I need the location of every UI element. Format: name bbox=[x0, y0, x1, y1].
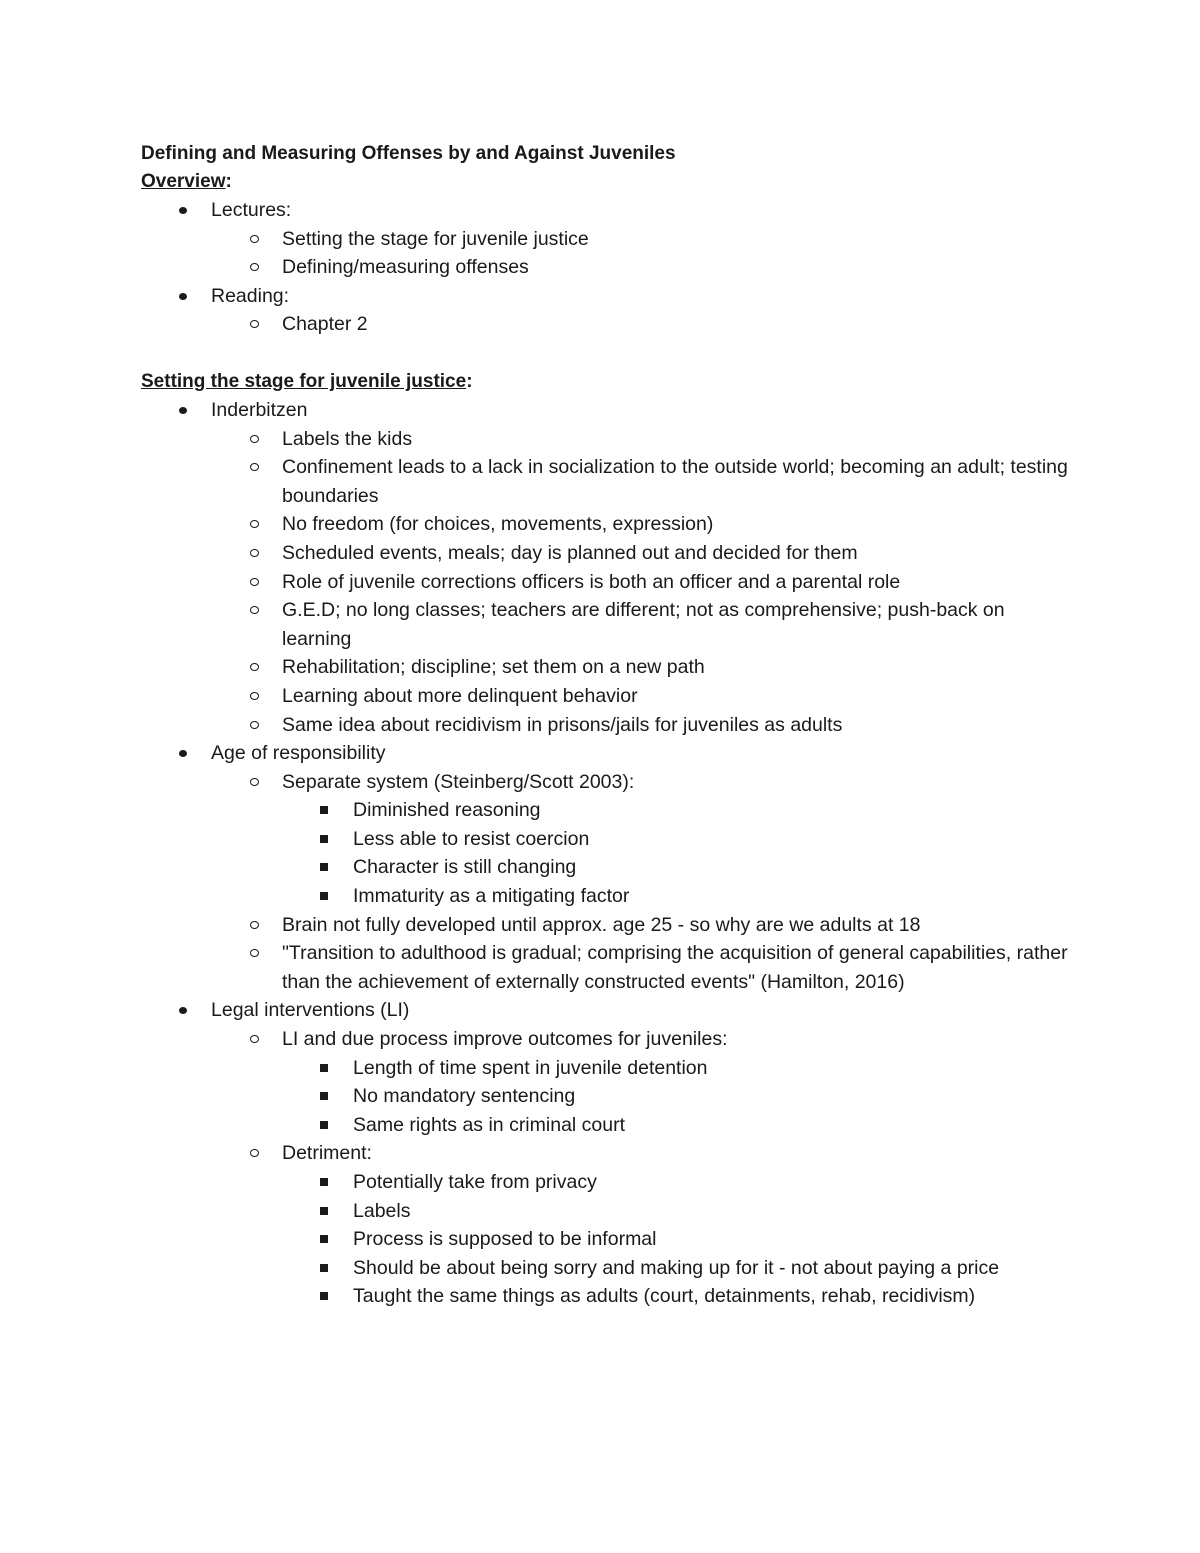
list-item: Legal interventions (LI) LI and due process improve outcomes for juveniles: Length of time spent in juvenile detention No mandatory sentencing Same rights as in criminal court Detriment: Potentially take from privacy Labels Process is supposed to be informal Should be about being sorry and making up for it - not about paying a price Taught the same things as adults (court, detainments, rehab, recidivism) bbox=[141, 996, 1071, 1311]
square-bullet-icon bbox=[320, 1178, 328, 1186]
square-bullet-icon bbox=[320, 1235, 328, 1243]
square-bullet-icon bbox=[320, 1292, 328, 1300]
square-bullet-icon bbox=[320, 892, 328, 900]
circle-bullet-icon bbox=[250, 578, 259, 586]
disc-bullet-icon bbox=[179, 1007, 187, 1014]
circle-bullet-icon bbox=[250, 263, 259, 271]
list-item: Process is supposed to be informal bbox=[282, 1225, 1071, 1254]
circle-bullet-icon bbox=[250, 1035, 259, 1043]
overview-list bbox=[141, 196, 1071, 339]
circle-bullet-icon bbox=[250, 721, 259, 729]
disc-bullet-icon bbox=[179, 407, 187, 414]
sub-sub-list bbox=[282, 1054, 1071, 1140]
list-item: Setting the stage for juvenile justice bbox=[211, 225, 1071, 254]
list-item: Taught the same things as adults (court, detainments, rehab, recidivism) bbox=[282, 1282, 1071, 1311]
circle-bullet-icon bbox=[250, 949, 259, 957]
disc-bullet-icon bbox=[179, 207, 187, 214]
list-item: Less able to resist coercion bbox=[282, 825, 1071, 854]
square-bullet-icon bbox=[320, 1264, 328, 1272]
list-item: Detriment: Potentially take from privacy Labels Process is supposed to be informal Should be about being sorry and making up for it - not about paying a price Taught the same things as adults (court, detainments, rehab, recidivism) bbox=[211, 1139, 1071, 1311]
list-item: Lectures: Setting the stage for juvenile justice Defining/measuring offenses bbox=[141, 196, 1071, 282]
section-heading bbox=[141, 368, 1071, 396]
circle-bullet-icon bbox=[250, 320, 259, 328]
blank-line bbox=[141, 339, 1071, 368]
square-bullet-icon bbox=[320, 835, 328, 843]
list-item: Defining/measuring offenses bbox=[211, 253, 1071, 282]
square-bullet-icon bbox=[320, 1207, 328, 1215]
list-item: Character is still changing bbox=[282, 853, 1071, 882]
overview-heading bbox=[141, 168, 1071, 196]
list-item: Confinement leads to a lack in socialization to the outside world; becoming an adult; testing boundaries bbox=[211, 453, 1071, 510]
section-list bbox=[141, 396, 1071, 1311]
sub-sub-list bbox=[282, 796, 1071, 910]
list-item: Potentially take from privacy bbox=[282, 1168, 1071, 1197]
list-item: No mandatory sentencing bbox=[282, 1082, 1071, 1111]
list-item: Separate system (Steinberg/Scott 2003): Diminished reasoning Less able to resist coercion Character is still changing Immaturity as a mitigating factor bbox=[211, 768, 1071, 911]
circle-bullet-icon bbox=[250, 235, 259, 243]
sub-list bbox=[141, 768, 1071, 997]
circle-bullet-icon bbox=[250, 463, 259, 471]
list-item: Brain not fully developed until approx. age 25 - so why are we adults at 18 bbox=[211, 911, 1071, 940]
list-item: Age of responsibility Separate system (Steinberg/Scott 2003): Diminished reasoning Less able to resist coercion Character is still changing Immaturity as a mitigating factor Brain not fully developed until approx. age 25 - so why are we adults at 18 "Transition to adulthood is gradual; comprising the acquisition of general capabilities, rather than the achievement of externally constructed events" (Hamilton, 2016) bbox=[141, 739, 1071, 996]
list-item: Same rights as in criminal court bbox=[282, 1111, 1071, 1140]
list-item: Chapter 2 bbox=[211, 310, 1071, 339]
overview-heading-colon: : bbox=[225, 171, 232, 192]
sub-list bbox=[141, 425, 1071, 740]
sub-list bbox=[141, 1025, 1071, 1311]
list-item: Inderbitzen Labels the kids Confinement leads to a lack in socialization to the outside world; becoming an adult; testing boundaries No freedom (for choices, movements, expression) Scheduled events, meals; day is planned out and decided for them Role of juvenile corrections officers is both an officer and a parental role G.E.D; no long classes; teachers are different; not as comprehensive; push-back on learning Rehabilitation; discipline; set them on a new path Learning about more delinquent behavior Same idea about recidivism in prisons/jails for juveniles as adults bbox=[141, 396, 1071, 739]
list-item: Length of time spent in juvenile detention bbox=[282, 1054, 1071, 1083]
sub-list bbox=[141, 310, 1071, 339]
circle-bullet-icon bbox=[250, 435, 259, 443]
list-item: Immaturity as a mitigating factor bbox=[282, 882, 1071, 911]
list-item: No freedom (for choices, movements, expression) bbox=[211, 510, 1071, 539]
sub-sub-list bbox=[282, 1168, 1071, 1311]
list-item: Same idea about recidivism in prisons/jails for juveniles as adults bbox=[211, 711, 1071, 740]
disc-bullet-icon bbox=[179, 293, 187, 300]
circle-bullet-icon bbox=[250, 606, 259, 614]
circle-bullet-icon bbox=[250, 921, 259, 929]
list-item: "Transition to adulthood is gradual; comprising the acquisition of general capabilities, rather than the achievement of externally constructed events" (Hamilton, 2016) bbox=[211, 939, 1071, 996]
circle-bullet-icon bbox=[250, 778, 259, 786]
list-item: Should be about being sorry and making up for it - not about paying a price bbox=[282, 1254, 1071, 1283]
square-bullet-icon bbox=[320, 863, 328, 871]
list-item: Scheduled events, meals; day is planned out and decided for them bbox=[211, 539, 1071, 568]
document-title: Defining and Measuring Offenses by and Against Juveniles bbox=[141, 143, 676, 164]
circle-bullet-icon bbox=[250, 549, 259, 557]
list-item: LI and due process improve outcomes for juveniles: Length of time spent in juvenile detention No mandatory sentencing Same rights as in criminal court bbox=[211, 1025, 1071, 1139]
circle-bullet-icon bbox=[250, 520, 259, 528]
square-bullet-icon bbox=[320, 1092, 328, 1100]
list-item: Reading: Chapter 2 bbox=[141, 282, 1071, 339]
square-bullet-icon bbox=[320, 806, 328, 814]
list-item: Learning about more delinquent behavior bbox=[211, 682, 1071, 711]
section-heading-text: Setting the stage for juvenile justice bbox=[141, 370, 467, 392]
disc-bullet-icon bbox=[179, 750, 187, 757]
list-item: Diminished reasoning bbox=[282, 796, 1071, 825]
circle-bullet-icon bbox=[250, 692, 259, 700]
circle-bullet-icon bbox=[250, 1149, 259, 1157]
list-item: Labels bbox=[282, 1197, 1071, 1226]
circle-bullet-icon bbox=[250, 663, 259, 671]
list-item: Labels the kids bbox=[211, 425, 1071, 454]
square-bullet-icon bbox=[320, 1064, 328, 1072]
overview-heading-text: Overview bbox=[141, 171, 226, 192]
list-item: G.E.D; no long classes; teachers are different; not as comprehensive; push-back on learning bbox=[211, 596, 1071, 653]
list-item: Rehabilitation; discipline; set them on a new path bbox=[211, 653, 1071, 682]
square-bullet-icon bbox=[320, 1121, 328, 1129]
section-heading-colon: : bbox=[466, 370, 473, 392]
document-page bbox=[141, 140, 1071, 1311]
list-item: Role of juvenile corrections officers is both an officer and a parental role bbox=[211, 568, 1071, 597]
sub-list bbox=[141, 225, 1071, 282]
